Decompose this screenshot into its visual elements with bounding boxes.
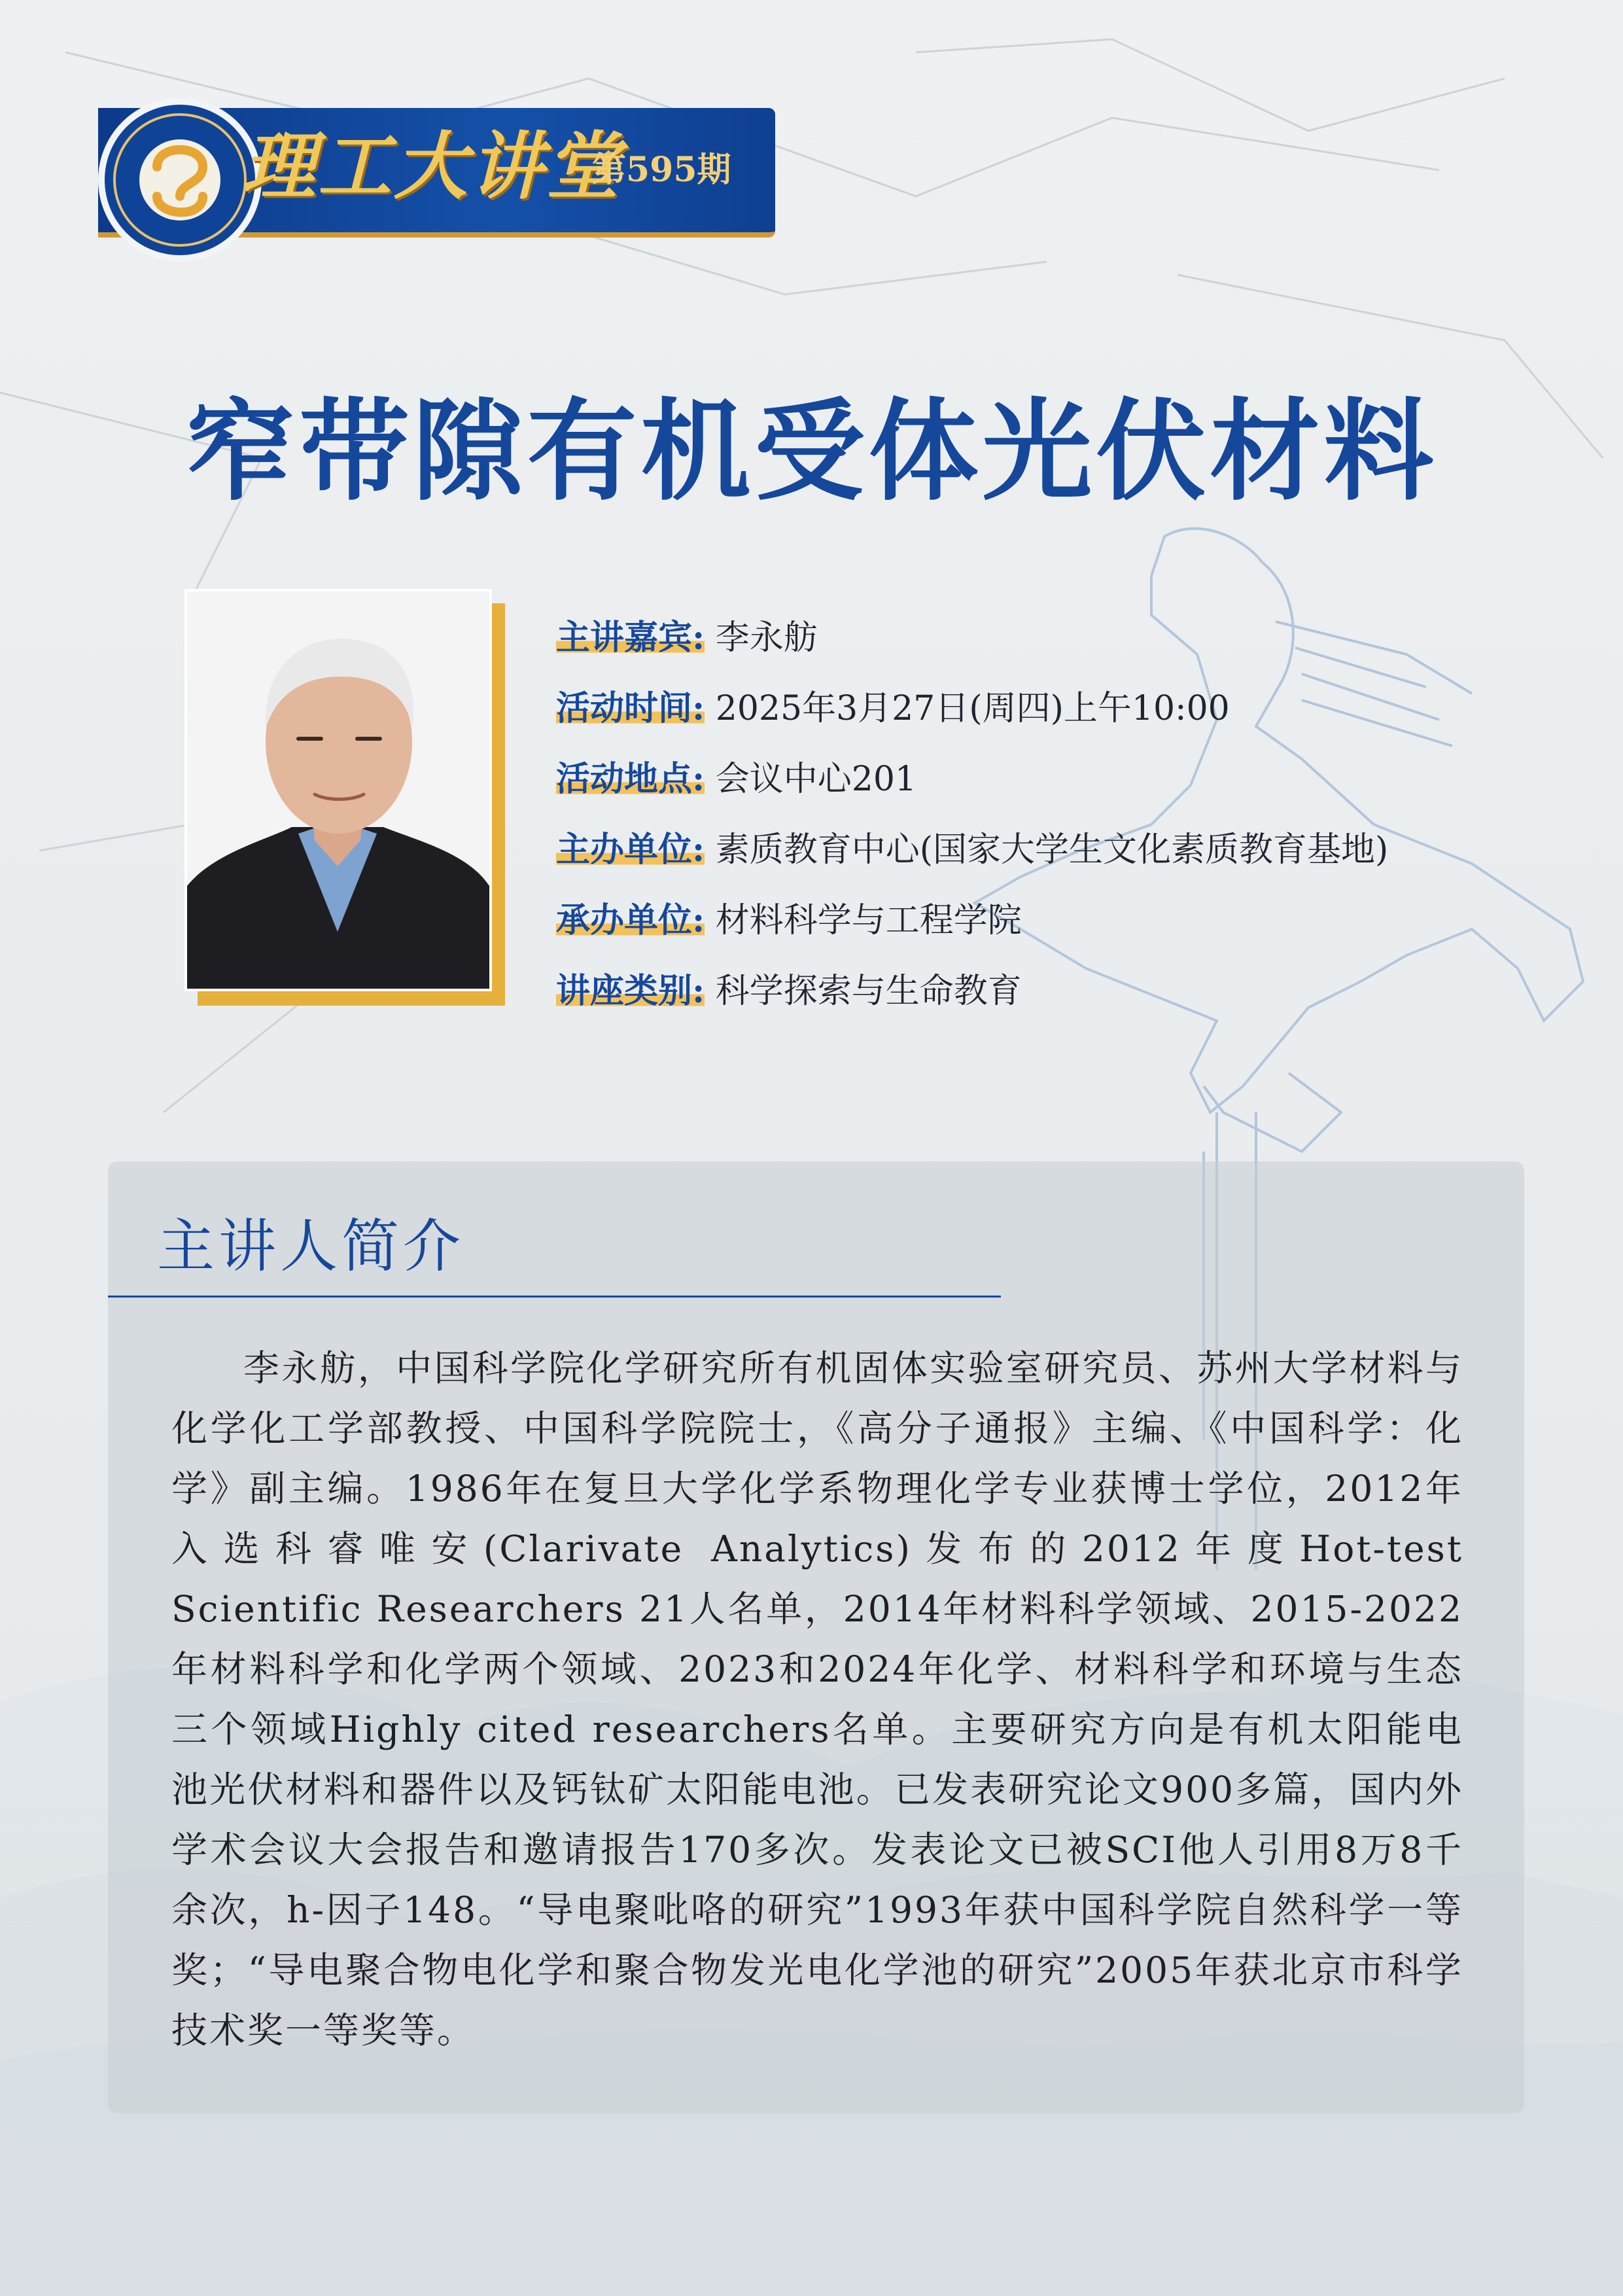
university-emblem-icon [98,98,262,262]
info-label: 主讲嘉宾: [556,618,705,658]
info-row-speaker [556,615,1472,686]
info-row-location [556,756,1472,827]
info-label: 主办单位: [556,830,705,870]
info-value: 科学探索与生命教育 [715,972,1022,1011]
info-value: 会议中心201 [715,760,916,799]
bio-divider [108,1296,1001,1298]
info-label: 讲座类别: [556,971,705,1011]
info-row-time [556,686,1472,756]
bio-text: 李永舫，中国科学院化学研究所有机固体实验室研究员、苏州大学材料与化学化工学部教授、中国科学院院士，《高分子通报》主编、《中国科学：化学》副主编。1986年在复旦大学化学系物理化学专业获博士学位，2012年入选科睿唯安(Clarivate Analytics)发布的2012年度Hot-test Scientific Researchers 21人名单，2014年材料科学领域、2015-2022年材料科学和化学两个领域、2023和2024年化学、材料科学和环境与生态三个领域Highly cited researchers名单。主要研究方向是有机太阳能电池光伏材料和器件以及钙钛矿太阳能电池。已发表研究论文900多篇，国内外学术会议大会报告和邀请报告170多次。发表论文已被SCI他人引用8万8千余次，h-因子148。“导电聚吡咯的研究”1993年获中国科学院自然科学一等奖；“导电聚合物电化学和聚合物发光电化学池的研究”2005年获北京市科学技术奖一等奖等。 [171,1347,1463,2051]
info-label: 承办单位: [556,900,705,940]
lecture-title: 窄带隙有机受体光伏材料 [185,387,1438,516]
info-label: 活动时间: [556,688,705,728]
info-row-host [556,827,1472,898]
event-info-list [556,615,1472,1039]
issue-number: 第595期 [592,150,731,190]
info-value: 李永舫 [715,618,818,658]
info-value: 素质教育中心(国家大学生文化素质教育基地) [715,830,1389,870]
info-row-organizer [556,898,1472,968]
info-value: 2025年3月27日(周四)上午10:00 [715,689,1230,728]
series-title: 理工大讲堂 [242,124,621,209]
info-value: 材料科学与工程学院 [715,901,1022,940]
speaker-photo [184,589,492,991]
bio-heading: 主讲人简介 [157,1212,465,1280]
info-label: 活动地点: [556,759,705,799]
info-row-category [556,968,1472,1039]
